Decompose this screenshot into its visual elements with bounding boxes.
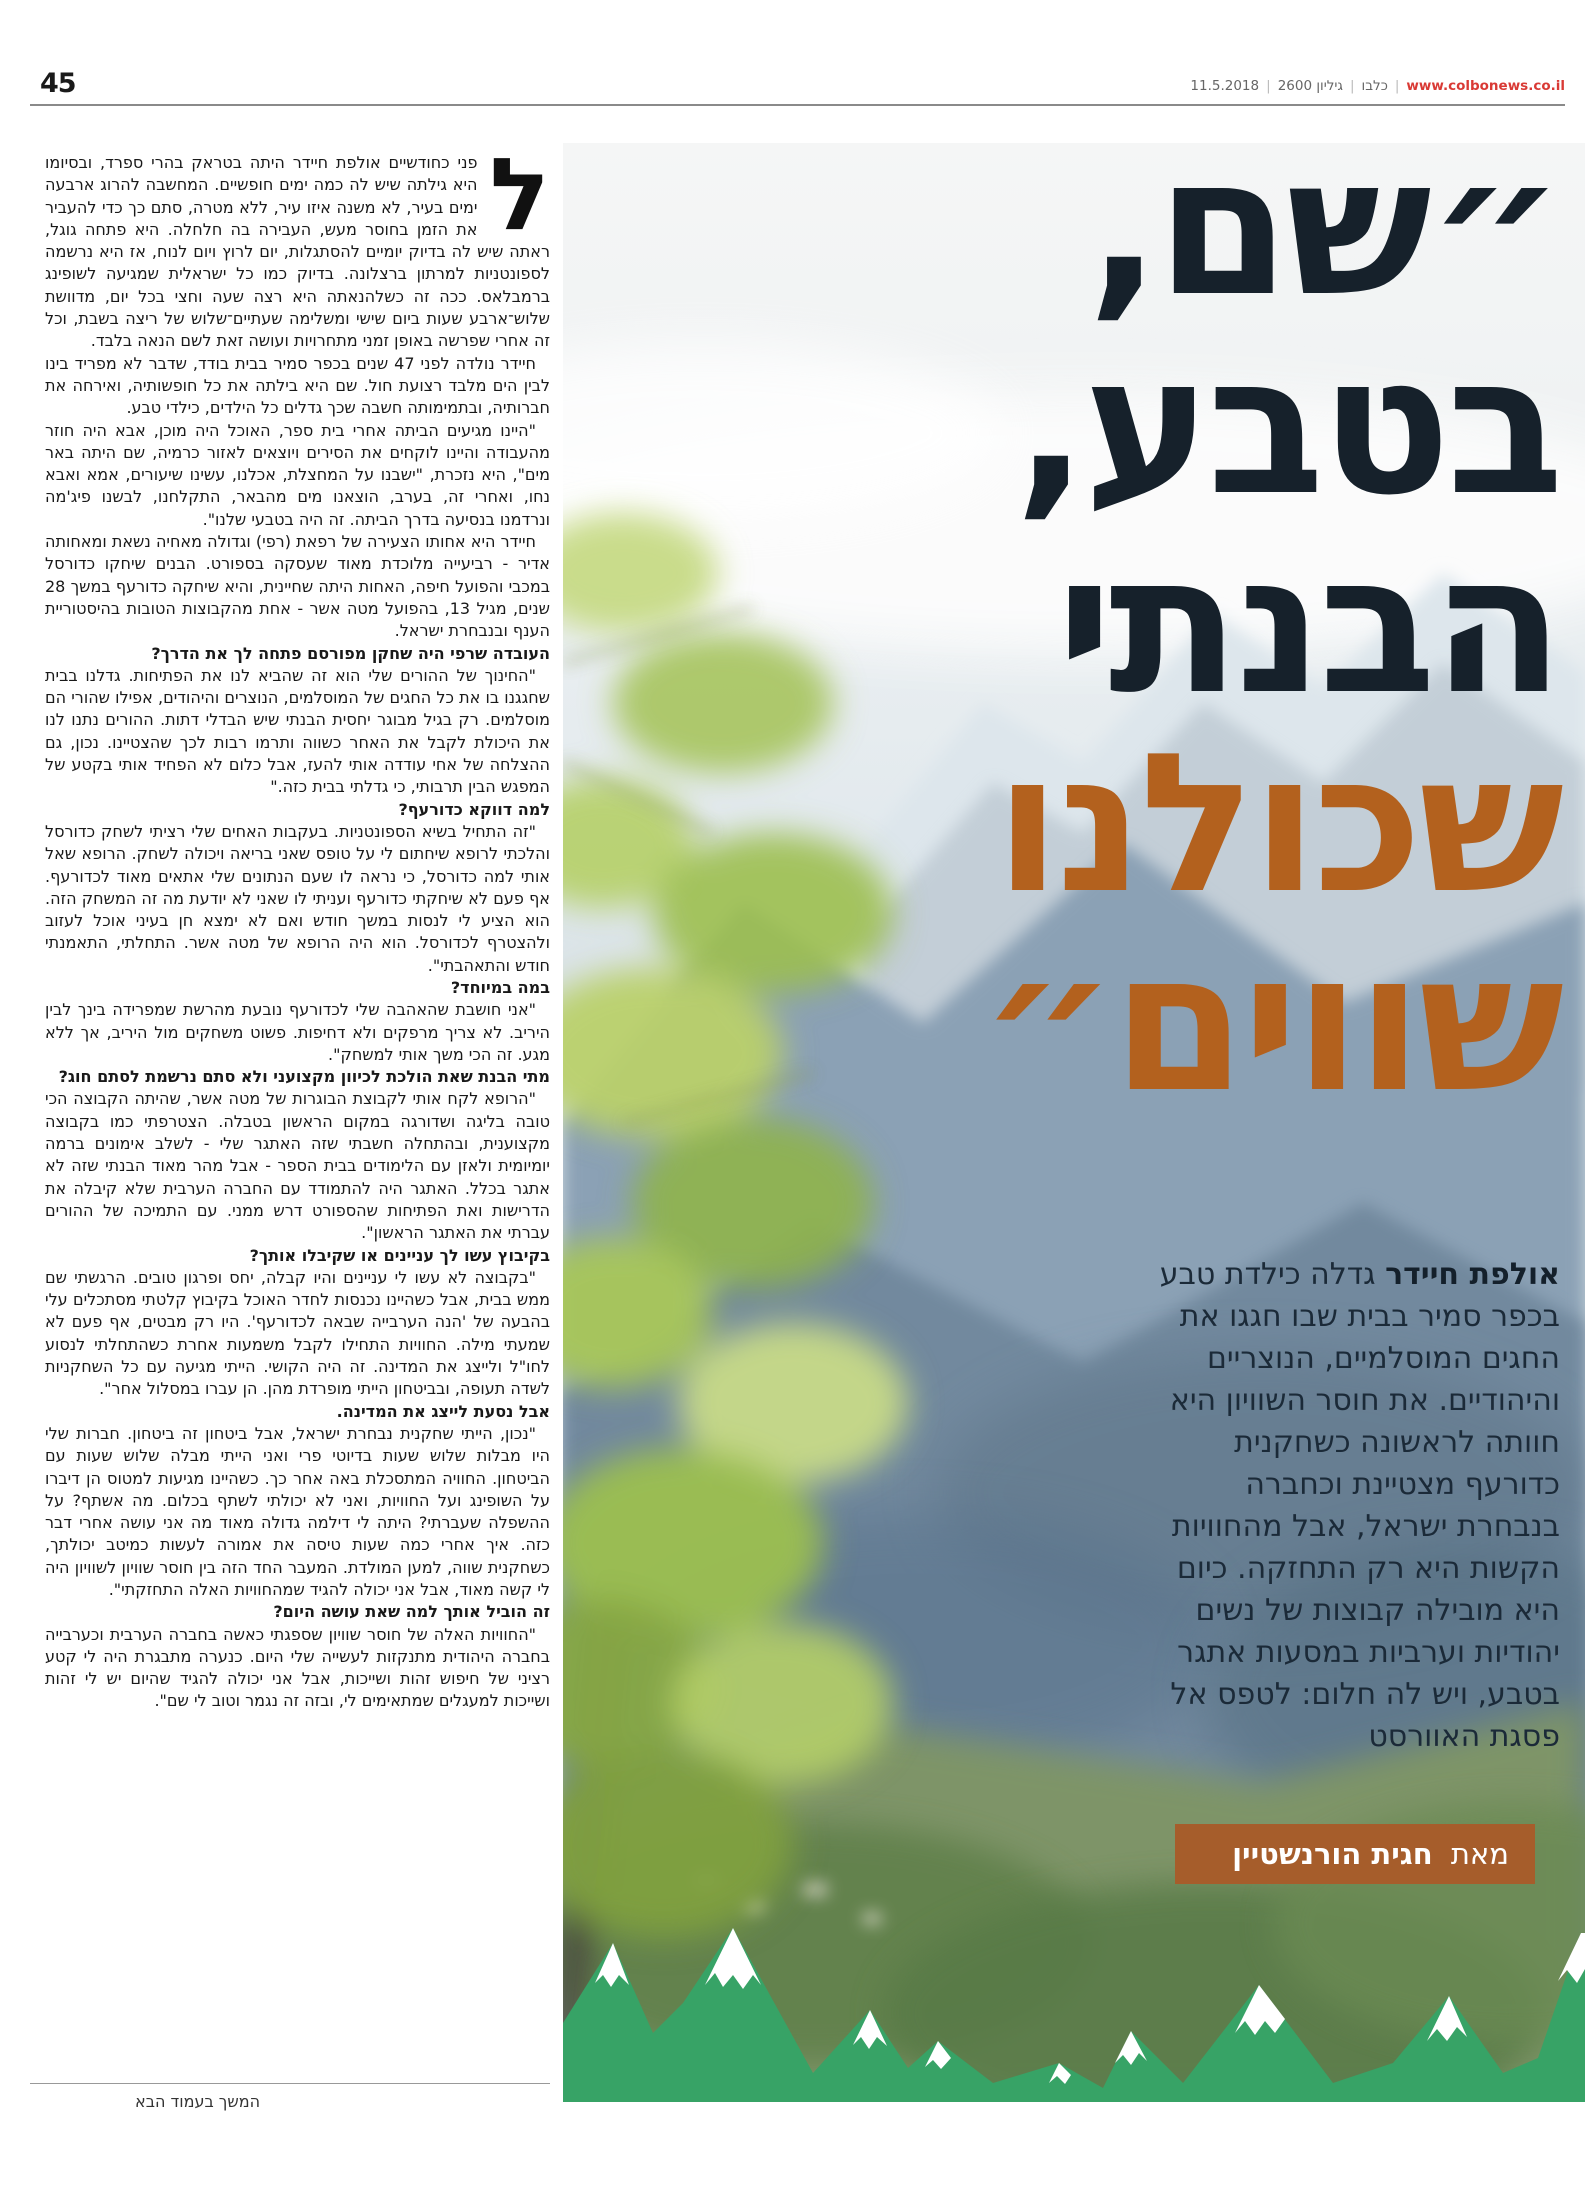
continued-next-page-note: המשך בעמוד הבא [135, 2092, 261, 2111]
interview-question: בקיבוץ עשו לך עניינים או שקיבלו אותך? [249, 1245, 550, 1265]
lead-intro: אולפת חיידר [1385, 1257, 1560, 1292]
article-paragraph: חיידר נולדה לפני 47 שנים בכפר סמיר בבית בודד, שדבר לא מפריד בינו לבין הים מלבד רצועת חול. שם היא בילתה את כל חופשותיה, ואירחה את חברותיה, ובתמימותה חשבה שכך גדלים כל הילדים, כילדי טבע. [45, 353, 550, 418]
brand-name: כלבו [1361, 78, 1388, 94]
issue-date: 11.5.2018 [1190, 78, 1260, 94]
article-paragraph: "אני חושבת שהאהבה שלי לכדורעף נובעת מהרשת שמפרידה בינך לבין היריב. לא צריך מרפקים ולא דחיפות. פשוט משחקים מול היריב, אך ללא מגע. זה הכי משך אותי למשחק". [45, 1000, 550, 1064]
divider: | [1349, 78, 1355, 94]
issue-number: גיליון 2600 [1277, 78, 1343, 94]
footer-rule [30, 2083, 550, 2084]
headline-line-5: שווים״ [980, 912, 1560, 1135]
lead-paragraph [1158, 1254, 1560, 1758]
interview-question: במה במיוחד? [450, 977, 550, 997]
article-paragraph: "החוויות האלה של חוסר שוויון שספגתי כאשה בחברה הערבית וכערבייה בחברה היהודית מתנקזות לעשייה שלי היום. כנערה מתבגרת היה לי קטע רציני של חיפוש זהות ושייכות, אבל אני יכולה להגיד שהיום יש לי זהות ושייכות למעגלים שמתאימים לי, ובזה זה נגמר וטוב לי שם". [45, 1624, 550, 1711]
interview-question: למה דווקא כדורעף? [398, 799, 550, 819]
article-body [45, 152, 550, 2002]
author-name: חגית הורנשטיין [1232, 1837, 1433, 1871]
interview-question: זה הוביל אותך למה שאת עושה היום? [273, 1602, 550, 1622]
headline-line-4: שכולנו [994, 713, 1560, 936]
main-headline [980, 116, 1560, 1135]
headline-line-3: הבנתי [1056, 514, 1560, 737]
headline-line-2: בטבע, [1014, 315, 1560, 538]
article-paragraph: "החינוך של ההורים שלי הוא זה שהביא לנו את הפתיחות. גדלנו בבית שחגגנו בו את כל החגים של המוסלמים, הנוצרים והיהודים, אפילו שהורי הם מוסלמים. רק בגיל מבוגר יחסית הבנתי שיש הבדלי דתות. ההורים נתנו לנו את היכולת לקבל את האחר כשווה ותרמו רבות לכך שהצטיינו. נכון, גם ההצלחה של אחי עודדה אותי להעז, אבל כלום לא הפחיד אותי בקטע של המפגש הבין תרבותי, כי גדלתי בבית כזה." [45, 665, 550, 797]
article-paragraph: "הרופא לקח אותי לקבוצת הבוגרות של מטה אשר, שהיתה הקבוצה הכי טובה בליגה ושדורגה במקום הראשון בטבלה. הצטרפתי כמו בקבוצה מקצוענית, ובהתחלה חשבתי שזה האתגר שלי - לשלב אימונים ברמה יומיומית ולאזן עם הלימודים בבית הספר - אבל מהר מאוד הבנתי שזה לא אתגר בכלל. האתגר היה להתמודד עם החברה הערבית שלא קיבלה את הדרישות ואת הפתיחות שהספורט דרש ממני. עם התמיכה של ההורים עברתי את האתגר הראשון". [45, 1089, 550, 1243]
lead-text: גדלה כילדת טבע בכפר סמיר בבית שבו חגגו את החגים המוסלמיים, הנוצריים והיהודיים. את חוסר השוויון היא חוותה לראשונה כשחקנית כדורעף מצטיינת וכחברה בנבחרת ישראל, אבל מהחוויות הקשות היא רק התחזקה. כיום היא מובילה קבוצות של נשים יהודיות וערביות במסעות אתגר בטבע, ויש לה חלום: לטפס אל פסגת האוורסט [1159, 1257, 1560, 1754]
article-paragraph: "זה התחיל בשיא הספונטניות. בעקבות האחים שלי רציתי לשחק כדורסל והלכתי לרופא שיחתום לי על טופס שאני בריאה ויכולה לשחק. הרופא שאל אותי למה כדורסל, כי נראה לו שעם הנתונים שלי אתאים מאוד לכדורעף. אף פעם לא שיחקתי כדורעף ועניתי לו שאני לא יודעת מה זה המשחק הזה. הוא הציע לי לנסות במשך חודש ואם לא ימצא חן בעיני אוכל לעזוב ולהצטרף לכדורסל. הוא היה הרופא של מטה אשר. התחלתי, התאמנתי חודש והתאהבתי". [45, 821, 550, 975]
byline-box [1175, 1824, 1535, 1884]
page-number: 45 [40, 68, 76, 99]
article-paragraph: "בקבוצה לא עשו לי עניינים והיו קבלה, יחס ופרגון טובים. הרגשתי שם ממש בבית, אבל כשהיינו נכנסות לחדר האוכל בקיבוץ קלטתי מסתכלים עלי בהבעה של 'הנה הערבייה שבאה לכדורעף'. היו רק מבטים, אף פעם לא שמעתי מילה. החוויות התחילו לקבל משמעות אחרת כשהתחלתי לנסוע לחו"ל ולייצג את המדינה. זה היה הקושי. הייתי מגיעה עם כל השחקניות לשדה תעופה, ובביטחון הייתי מופרדת מהן. הן עברו במסלול אחר". [45, 1267, 550, 1399]
headline-line-1: ״שם, [1087, 116, 1560, 339]
byline-prefix: מאת [1450, 1837, 1509, 1871]
article-paragraph: "היינו מגיעים הביתה אחרי בית ספר, האוכל היה מוכן, אבא היה חוזר מהעבודה והיינו לוקחים את הסירים ויוצאים לאזור כרמיה, שם היתה באר מים", היא נזכרת, "ישבנו על המחצלת, אכלנו, עשינו שיעורים, אמא ואבא נחו, ואחרי זה, בערב, הוצאנו מים מהבאר, התקלחנו, לבשנו פיג'מה ונרדמנו בנסיעה בדרך הביתה. זה היה בטבעי שלנו". [45, 420, 550, 529]
divider: | [1394, 78, 1400, 94]
interview-question: מתי הבנת שאת הולכת לכיוון מקצועני ולא סתם נרשמת לסתם חוג? [58, 1067, 550, 1087]
website-url: www.colbonews.co.il [1406, 78, 1565, 94]
article-paragraph: "נכון, הייתי שחקנית נבחרת ישראל, אבל ביטחון זה ביטחון. חברות שלי היו מבלות שלוש שעות בדיוטי פרי ואני הייתי מבלה שלוש שעות עם הביטחון. החוויה המתסכלת באה אחר כך. כשהיינו מגיעות למטוס הן דיברו על השופינג ועל החוויות, ואני לא יכולתי לשתף בכלום. מה אשתף? על ההשפלה שעברתי? היתה לי דילמה גדולה מאוד מה אני עושה אחרי דבר כזה. איך אחרי כמה שעות טיסה את אמורה לעשות כמיטב יכולתך, כשחקנית שווה, למען המולדת. המעבר החד הזה בין חוסר שוויון לשוויון היה לי קשה מאוד, אבל אני יכולה להגיד שמהחוויות האלה התחזקתי". [45, 1423, 550, 1599]
article-paragraph: חיידר היא אחותו הצעירה של רפאת (רפי) וגדולה מאחיה נשאת ומאחותה אדיר - רביעייה מלוכדת מאוד שעסקה בספורט. הבנים שיחקו כדורסל במכבי והפועל חיפה, האחות היתה שחיינית, והיא שיחקה כדורעף במשך 28 שנים, מגיל 13, בהפועל מטה אשר - אחת מהקבוצות הטובות בהיסטוריית הענף ובנבחרת ישראל. [45, 532, 550, 641]
interview-question: אבל נסעת לייצג את המדינה. [336, 1401, 550, 1421]
article-paragraph: ל פני כחודשיים אולפת חיידר היתה בטראק בהרי ספרד, ובסיומו היא גילתה שיש לה כמה ימים חופשיים. המחשבה להרוג ארבעה ימים בעיר, לא משנה איזו עיר, ללא מטרה, סתם כך כדי להעביר את הזמן בחוסר מעש, העבירה בה חלחלה. היא פתחה גוגל, ראתה שיש לה בדיוק יומיים להסתגלות, יום לרוץ ויום לנוח, אז היא נרשמה לספונטניות למרתון ברצלונה. בדיוק כמו כל ישראלית שמגיעה לשופינג ברמבלאס. ככה זה כשלהנאתה היא רצה שעה וחצי בכל יום, מדוושת שלוש־ארבע שעות ביום שישי ומשלימה שעתיים־שלוש של ריצה בשבת, וכל זה אחרי שפרשה באופן זמני מתחרויות ועושה זאת לשם הנאה בלבד. [45, 152, 550, 351]
dropcap-letter: ל [489, 152, 550, 253]
interview-question: העובדה שרפי היה שחקן מפורסם פתחה לך את הדרך? [151, 643, 550, 663]
header-rule [30, 104, 1565, 106]
divider: | [1266, 78, 1271, 94]
header-meta [1190, 78, 1565, 94]
